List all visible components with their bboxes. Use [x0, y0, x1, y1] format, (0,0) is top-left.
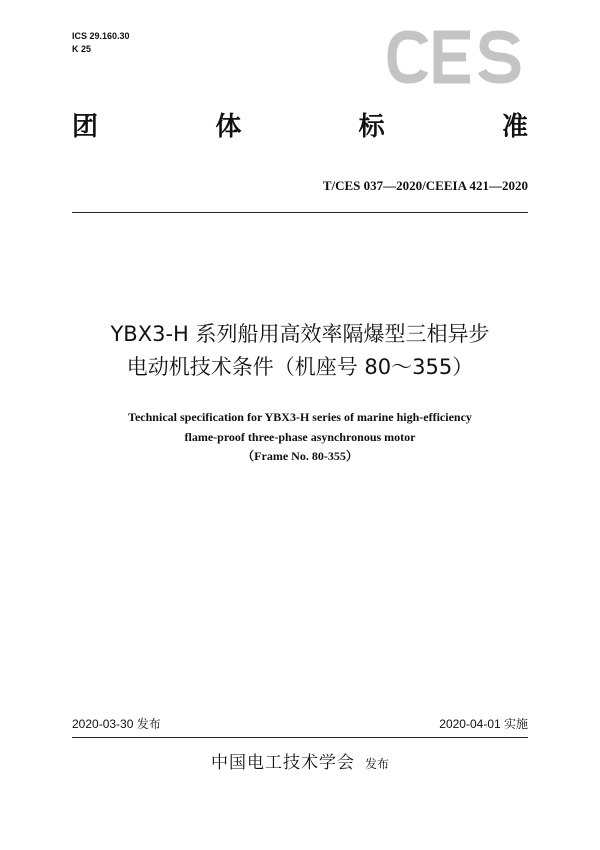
- ces-logo: [384, 27, 524, 87]
- header-divider: [72, 212, 528, 213]
- standard-type-char: 准: [501, 112, 528, 142]
- ics-code: ICS 29.160.30: [72, 31, 130, 41]
- implementation-date: 2020-04-01 实施: [439, 717, 528, 731]
- standard-type-char: 标: [358, 112, 385, 142]
- ces-logo-text: CES: [454, 61, 456, 62]
- english-title-line-2: flame-proof three-phase asynchronous motor: [184, 430, 416, 444]
- classification-code: K 25: [72, 44, 92, 54]
- chinese-title-line-2: 电动机技术条件（机座号 80～355）: [126, 355, 474, 379]
- english-title-line-1: Technical specification for YBX3-H series of marine high-efficiency: [128, 410, 472, 424]
- standard-code: T/CES 037—2020/CEEIA 421—2020: [322, 178, 528, 193]
- publish-verb: 发布: [364, 757, 389, 771]
- english-title-line-3: （Frame No. 80-355）: [242, 449, 358, 463]
- standard-type-char: 团: [72, 112, 99, 142]
- chinese-title-line-1: YBX3-H 系列船用高效率隔爆型三相异步: [110, 322, 490, 346]
- standard-type-char: 体: [215, 112, 242, 142]
- publisher-name: 中国电工技术学会: [210, 753, 355, 773]
- publisher-line: [0, 752, 600, 775]
- standard-type-heading: [72, 110, 528, 144]
- issue-date: 2020-03-30 发布: [72, 717, 161, 731]
- footer-divider: [72, 737, 528, 738]
